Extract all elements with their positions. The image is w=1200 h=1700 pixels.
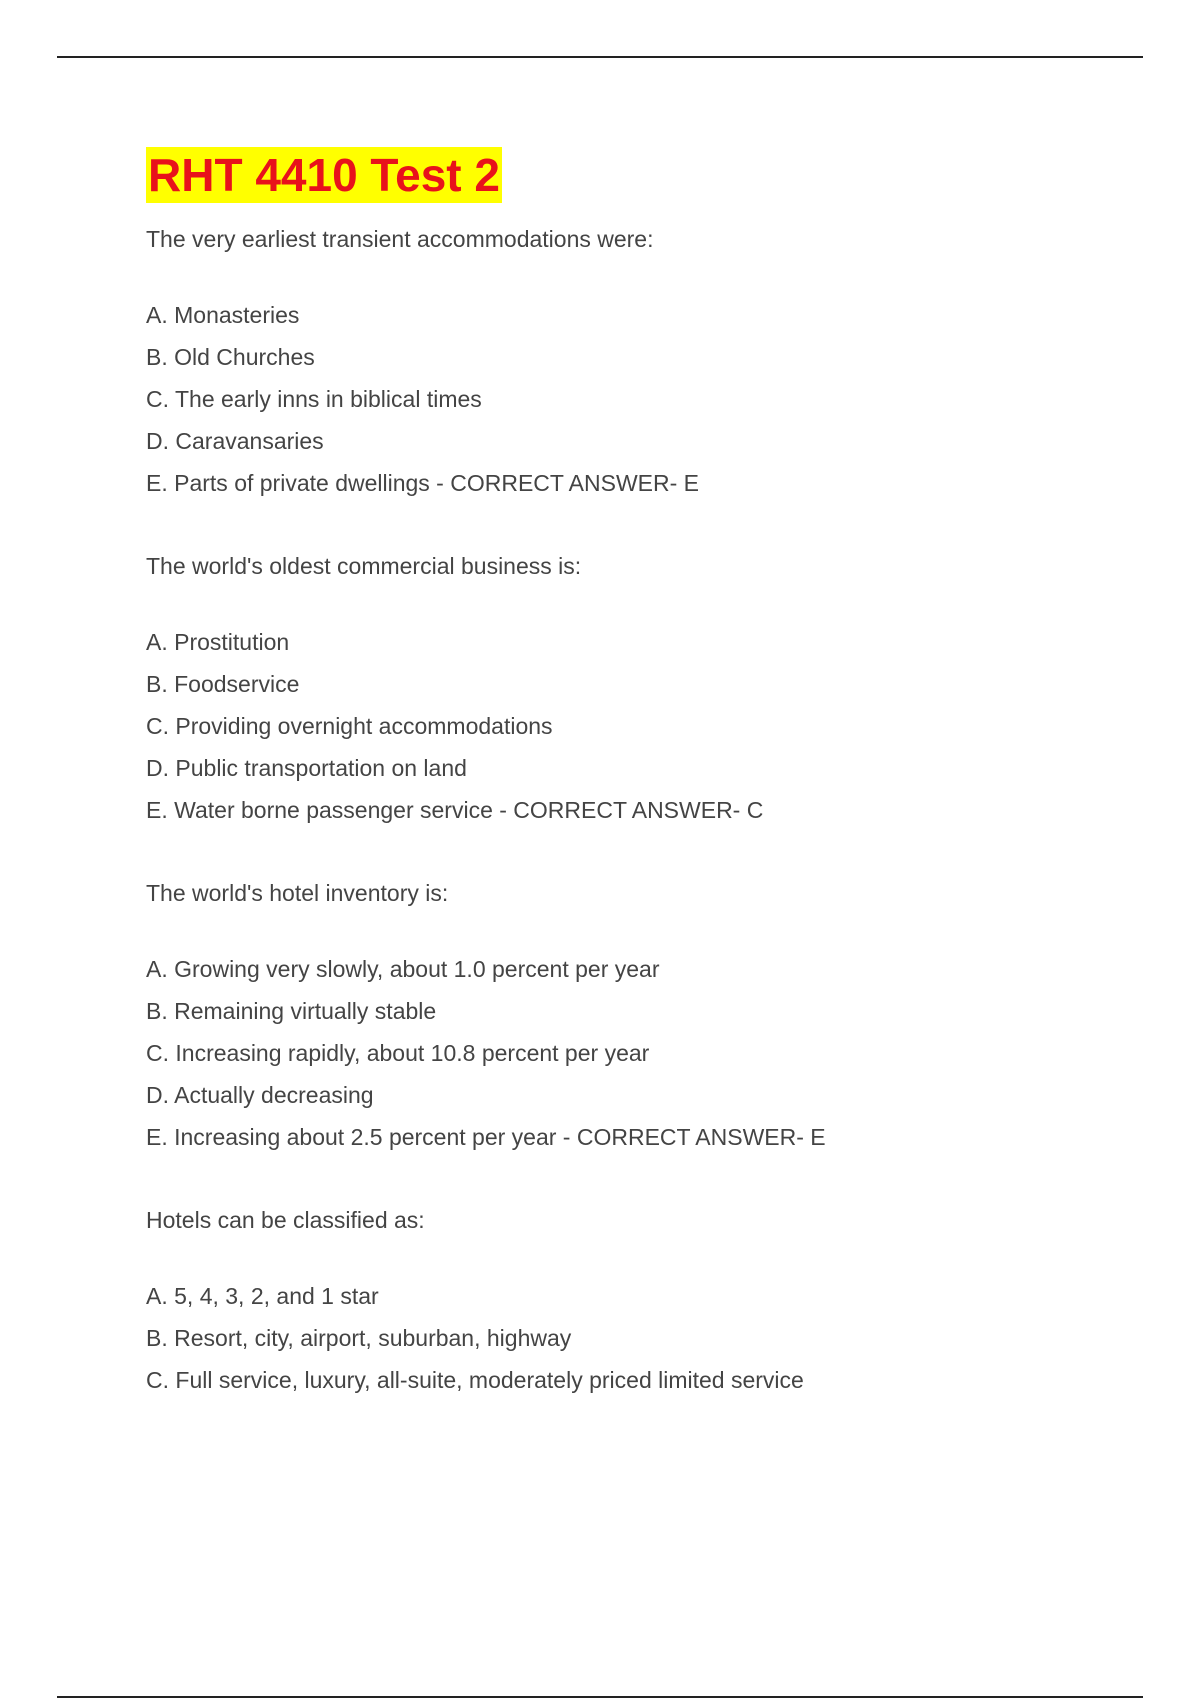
answer-option: A. 5, 4, 3, 2, and 1 star [146, 1283, 379, 1309]
answer-option: A. Growing very slowly, about 1.0 percent per year [146, 956, 660, 982]
answer-option: C. Full service, luxury, all-suite, moderately priced limited service [146, 1367, 804, 1393]
answer-options [146, 628, 1146, 838]
answer-option: C. Providing overnight accommodations [146, 713, 553, 739]
question-prompt: The world's oldest commercial business is: [146, 553, 582, 579]
question-block [146, 879, 1146, 1165]
answer-options [146, 1282, 1146, 1408]
answer-option: B. Remaining virtually stable [146, 998, 437, 1024]
answer-option: B. Foodservice [146, 671, 300, 697]
answer-option: C. Increasing rapidly, about 10.8 percent per year [146, 1040, 650, 1066]
answer-options [146, 301, 1146, 511]
answer-option: B. Resort, city, airport, suburban, highway [146, 1325, 572, 1351]
question-block [146, 552, 1146, 838]
bottom-page-rule [57, 1696, 1143, 1698]
answer-option: D. Actually decreasing [146, 1082, 374, 1108]
answer-option: B. Old Churches [146, 344, 315, 370]
question-prompt: The very earliest transient accommodations were: [146, 226, 654, 252]
question-prompt: Hotels can be classified as: [146, 1207, 425, 1233]
question-block [146, 225, 1146, 511]
answer-option: E. Parts of private dwellings - CORRECT ANSWER- E [146, 470, 699, 496]
document-title: RHT 4410 Test 2 [148, 149, 500, 201]
top-page-rule [57, 56, 1143, 58]
answer-option: A. Prostitution [146, 629, 290, 655]
answer-option: E. Increasing about 2.5 percent per year - CORRECT ANSWER- E [146, 1124, 826, 1150]
question-prompt: The world's hotel inventory is: [146, 880, 449, 906]
document-body [146, 147, 1146, 1408]
answer-option: C. The early inns in biblical times [146, 386, 482, 412]
answer-option: E. Water borne passenger service - CORRECT ANSWER- C [146, 797, 764, 823]
question-block [146, 1206, 1146, 1408]
answer-option: D. Caravansaries [146, 428, 324, 454]
answer-option: D. Public transportation on land [146, 755, 467, 781]
answer-option: A. Monasteries [146, 302, 300, 328]
answer-options [146, 955, 1146, 1165]
